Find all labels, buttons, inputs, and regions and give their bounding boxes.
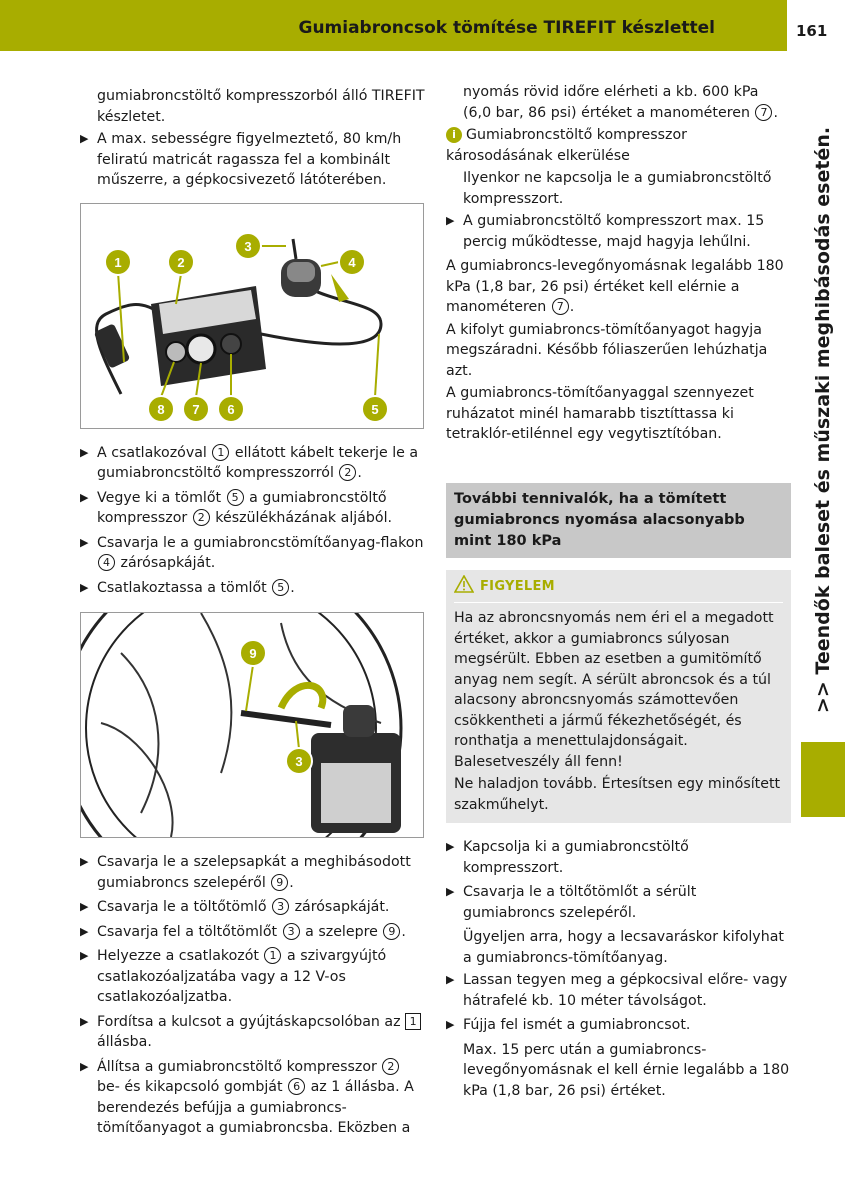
pressure-paragraph: A gumiabroncs-levegőnyomásnak legalább 180 kPa (1,8 bar, 26 psi) értéket kell elérnie a manométeren 7 . <box>446 258 784 315</box>
key-position-box: 1 <box>405 1013 421 1030</box>
left-column <box>80 86 425 1143</box>
step-drive-10m: ▶ Lassan tegyen meg a gépkocsival előre- vagy hátrafelé kb. 10 méter távolságot. <box>446 972 788 1009</box>
wheel-valve-figure <box>80 612 424 838</box>
page-number: 161 <box>796 22 828 40</box>
callout-3 <box>235 233 286 259</box>
callout-9 <box>240 640 266 711</box>
page-title: Gumiabroncsok tömítése TIREFIT készlettel <box>298 18 715 38</box>
bullet-arrow-icon: ▶ <box>80 1059 89 1073</box>
svg-text:2: 2 <box>177 254 185 270</box>
bullet-arrow-icon: ▶ <box>446 840 455 853</box>
bullet-arrow-icon: ▶ <box>80 580 89 594</box>
compressor-illustration <box>81 204 423 428</box>
svg-text:8: 8 <box>157 401 165 417</box>
callout-2 <box>168 249 194 304</box>
step-screw-hose-on-valve: ▶ Csavarja fel a töltőtömlőt 3 a szelepre 9 . <box>80 922 425 943</box>
warning-triangle-icon <box>454 575 474 593</box>
bullet-arrow-icon: ▶ <box>446 1018 455 1031</box>
svg-text:3: 3 <box>244 238 252 254</box>
svg-text:4: 4 <box>348 254 356 270</box>
svg-text:6: 6 <box>227 401 235 417</box>
bullet-arrow-icon: ▶ <box>80 949 89 962</box>
step-switch-on: ▶ Állítsa a gumiabroncstöltő kompresszor 2 be- és kikapcsoló gombját 6 az 1 állásba. A berendezés befújja a gumiabroncs-tömítőanyagot a gumiabroncsba. Eközben a <box>80 1058 414 1136</box>
step-plug-in: ▶ Helyezze a csatlakozót 1 a szivargyújtó csatlakozóaljzatába vagy a 12 V-os csatlakozóaljzatba. <box>80 948 387 1005</box>
step-switch-off: ▶ Kapcsolja ki a gumiabroncstöltő kompresszort. <box>446 839 689 876</box>
bullet-arrow-icon: ▶ <box>446 973 455 986</box>
header-bar <box>0 0 787 51</box>
step-unscrew-valve-cap: ▶ Csavarja le a szelepsapkát a meghibásodott gumiabroncs szelepéről 9 . <box>80 854 411 891</box>
note-text: Ilyenkor ne kapcsolja le a gumiabroncstöltő kompresszort. <box>463 170 772 207</box>
svg-text:3: 3 <box>295 754 303 769</box>
bullet-arrow-icon: ▶ <box>80 445 89 459</box>
bullet-arrow-icon: ▶ <box>80 132 89 145</box>
svg-text:1: 1 <box>114 254 122 270</box>
step-unscrew-hose: ▶ Csavarja le a töltőtömlőt a sérült gumiabroncs szelepéről. <box>446 884 697 921</box>
warning-box <box>446 570 791 824</box>
callout-3b <box>286 721 312 774</box>
bullet-arrow-icon: ▶ <box>446 885 455 898</box>
step-unscrew-note: Ügyeljen arra, hogy a lecsavaráskor kifolyhat a gumiabroncs-tömítőanyag. <box>463 929 784 966</box>
wheel-illustration <box>81 613 423 837</box>
step-connect-hose: ▶ Csatlakoztassa a tömlőt 5 . <box>80 578 425 599</box>
dry-paragraph: A kifolyt gumiabroncs-tömítőanyagot hagyja megszáradni. Később fóliaszerűen lehúzhatja azt. <box>446 321 768 379</box>
step-unscrew-bottle-cap: ▶ Csavarja le a gumiabroncstömítőanyag-flakon 4 zárósapkáját. <box>80 534 424 571</box>
intro-text: gumiabroncstöltő kompresszorból álló TIREFIT készletet. <box>97 88 425 125</box>
section-heading: További tennivalók, ha a tömített gumiabroncs nyomása alacsonyabb mint 180 kPa <box>446 483 791 558</box>
bullet-arrow-icon: ▶ <box>80 535 89 549</box>
callout-4 <box>321 249 365 275</box>
continued-text: nyomás rövid időre elérheti a kb. 600 kPa (6,0 bar, 86 psi) értéket a manométeren 7 . <box>463 84 778 121</box>
svg-text:5: 5 <box>371 401 379 417</box>
warning-text-2: Ne haladjon tovább. Értesítsen egy minősített szakműhelyt. <box>454 776 781 813</box>
chapter-side-label: >> Teendők baleset és műszaki meghibásodás esetén. <box>812 126 834 714</box>
step-unwind-cable: ▶ A csatlakozóval 1 ellátott kábelt tekerje le a gumiabroncstöltő kompresszorról 2 . <box>80 444 419 481</box>
step-reinflate: ▶ Fújja fel ismét a gumiabroncsot. <box>446 1015 791 1036</box>
clean-paragraph: A gumiabroncs-tömítőanyaggal szennyezet ruházatot minél hamarabb tisztíttassa ki tetraklór-etilénnel egy vegytisztítóban. <box>446 385 754 442</box>
step-unscrew-hose-cap: ▶ Csavarja le a töltőtömlő 3 zárósapkáját. <box>80 897 425 918</box>
bullet-arrow-icon: ▶ <box>80 1014 89 1028</box>
bullet-arrow-icon: ▶ <box>80 855 89 868</box>
warning-title: FIGYELEM <box>454 575 783 604</box>
step-reinflate-note: Max. 15 perc után a gumiabroncs-levegőnyomásnak el kell érnie legalább a 180 kPa (1,8 bar, 26 psi) értéket. <box>463 1041 790 1099</box>
side-tab-marker <box>801 742 845 817</box>
svg-text:7: 7 <box>192 401 200 417</box>
bullet-arrow-icon: ▶ <box>446 214 455 227</box>
warning-text: Ha az abroncsnyomás nem éri el a megadott értéket, akkor a gumiabroncs súlyosan megsérült. Ebben az esetben a gumitömítő anyag nem segít. A sérült abroncsok és a túl alacsony abroncsnyomás számottevően csökkentheti a jármű fékezhetőségét, és ronthatja a menettulajdonságait. Balesetveszély áll fenn! <box>454 610 774 770</box>
bullet-arrow-icon: ▶ <box>80 924 89 938</box>
bullet-arrow-icon: ▶ <box>80 900 89 913</box>
right-column <box>446 82 791 1103</box>
step-speed-sticker: ▶ A max. sebességre figyelmeztető, 80 km/h feliratú matricát ragassza fel a kombinált műszerre, a gépkocsivezető látóterében. <box>80 131 402 188</box>
step-run-15-min: ▶ A gumiabroncstöltő kompresszort max. 15 percig működtesse, majd hagyja lehűlni. <box>446 213 765 250</box>
step-take-hose: ▶ Vegye ki a tömlőt 5 a gumiabroncstöltő kompresszor 2 készülékházának aljából. <box>80 489 393 526</box>
compressor-figure <box>80 203 424 429</box>
bullet-arrow-icon: ▶ <box>80 490 89 504</box>
info-icon: i <box>446 127 462 143</box>
callout-5 <box>362 334 388 422</box>
step-turn-key: ▶ Fordítsa a kulcsot a gyújtáskapcsolóban az 1 állásba. <box>80 1012 425 1053</box>
note-title: i Gumiabroncstöltő kompresszor károsodásának elkerülése <box>446 127 687 164</box>
svg-text:9: 9 <box>249 646 257 661</box>
